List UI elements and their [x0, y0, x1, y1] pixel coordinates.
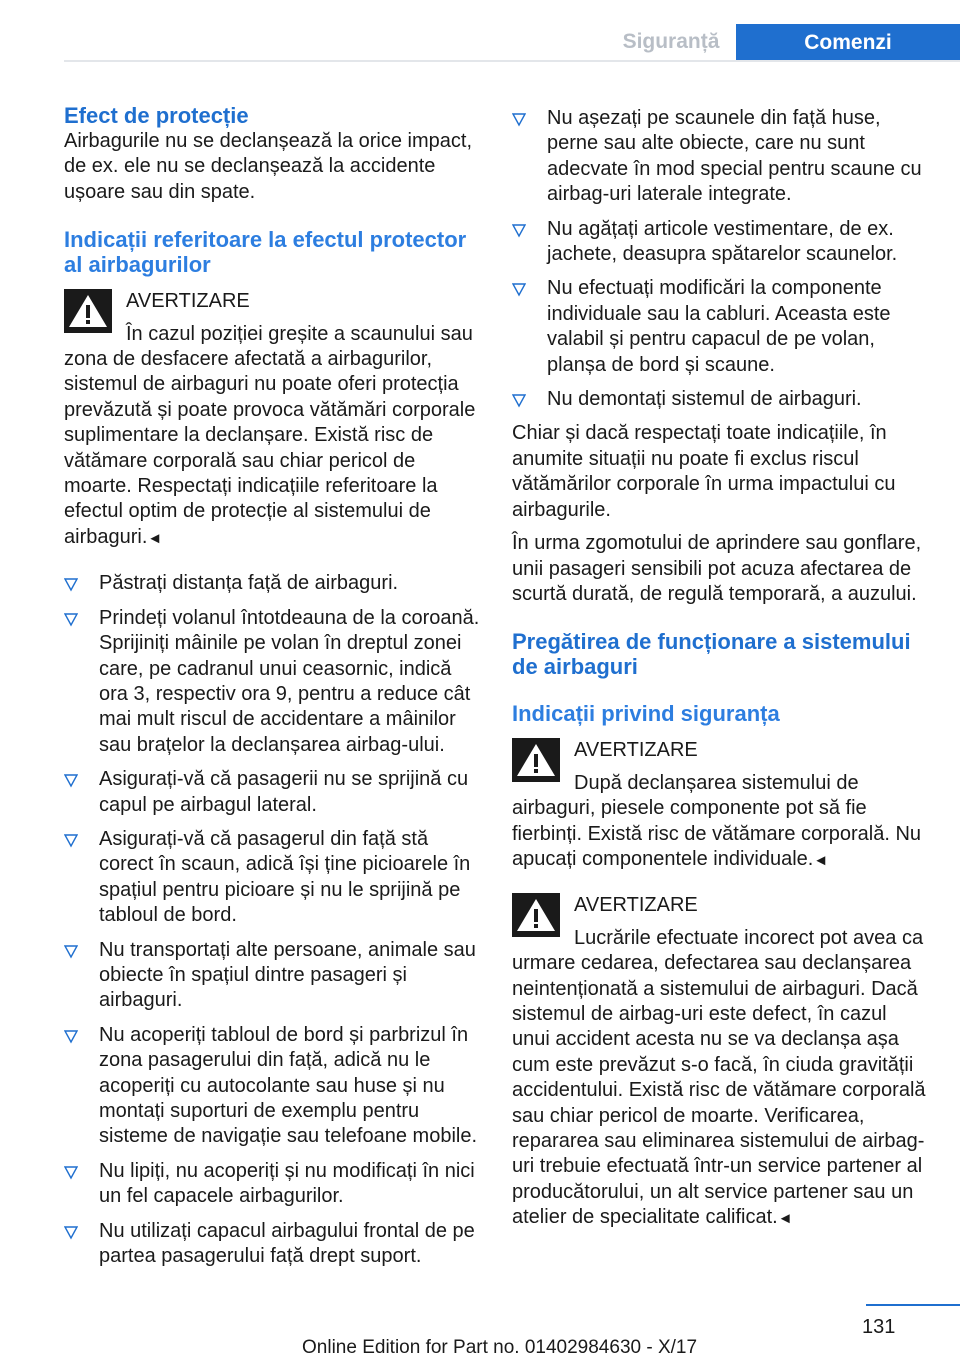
warning-title: AVERTIZARE: [126, 290, 250, 313]
subheading-safety-notes: Indicații privind siguranța: [512, 701, 780, 727]
list-item: Prindeți volanul întotdeauna de la coroană. Sprijiniți mâinile pe volan în dreptul zonei care, pe cadranul unui ceasornic, indică ora 3, respectiv ora 9, pentru a reduce cât mai mult riscul de accidentare a mâinilor sau brațelor la declanșarea airbag-ului.: [64, 606, 480, 758]
warning-triangle-icon: [64, 289, 112, 333]
section-heading-protection-effect: Efect de protecție: [64, 103, 249, 128]
list-item: Păstrați distanța față de airbaguri.: [64, 571, 480, 596]
warning-text: În cazul poziției greșite a scaunului sau zona de desfacere afectată a airbagurilor, sistemul de airbaguri nu poate oferi protecția prevăzută și poate provoca vătămări corporale suplimentare la declanșare. Există risc de vătămare corporală sau chiar pericol de moarte. Respectați indicațiile referitoare la efectul optim de protecție al sistemului de airbaguri.: [64, 322, 476, 548]
triangle-bullet-icon: [512, 389, 526, 409]
paragraph: Airbagurile nu se declanșează la orice impact, de ex. ele nu se declanșează la accidente ușoare sau din spate.: [64, 130, 472, 203]
warning-text: Lucrările efectuate incorect pot avea ca urmare cedarea, defectarea sau declanșarea neintenționată a sistemului de airbaguri. Dacă sistemul de airbag-uri este defect, în cazul unui accident acesta nu se va declanșa așa cum este prevăzut s-o facă, în ciuda gravității accidentului. Există risc de vătămare corporală sau chiar pericol de moarte. Verificarea, repararea sau eliminarea sistemului de airbag-uri trebuie efectuată într-un service partener al producătorului, un alt service partener sau un atelier de specialitate calificat.: [512, 926, 926, 1229]
list-item: Asigurați-vă că pasagerii nu se sprijină cu capul pe airbagul lateral.: [64, 767, 480, 818]
triangle-bullet-icon: [64, 608, 78, 628]
edition-footer: Online Edition for Part no. 01402984630 - X/17: [302, 1337, 698, 1358]
warning-triangle-icon: [512, 738, 560, 782]
warning-triangle-icon: [512, 893, 560, 937]
paragraph: Chiar și dacă respectați toate indicațiile, în anumite situații nu poate fi exclus riscul vătămărilor corporale în urma impactului cu airbagurile.: [512, 422, 896, 521]
end-mark: ◄: [813, 851, 829, 869]
warning-box: [64, 289, 480, 551]
tab-section[interactable]: Siguranță: [622, 30, 720, 53]
footer-rule: [866, 1304, 960, 1306]
warning-title: AVERTIZARE: [574, 894, 698, 917]
list-item: Nu acoperiți tabloul de bord și parbrizul în zona pasagerului din față, adică nu le acoperiți cu autocolante sau huse și nu montați suporturi de exemplu pentru sisteme de navigație sau telefoane mobile.: [64, 1023, 480, 1150]
end-mark: ◄: [147, 529, 163, 547]
end-mark: ◄: [777, 1210, 793, 1228]
triangle-bullet-icon: [512, 278, 526, 298]
tab-chapter[interactable]: Comenzi: [736, 24, 960, 62]
triangle-bullet-icon: [64, 1221, 78, 1241]
warning-title: AVERTIZARE: [574, 739, 698, 762]
bullet-list: [512, 106, 928, 412]
list-item: Nu utilizați capacul airbagului frontal de pe partea pasagerului față drept suport.: [64, 1219, 480, 1270]
triangle-bullet-icon: [512, 219, 526, 239]
list-item: Asigurați-vă că pasagerul din față stă corect în scaun, adică își ține picioarele în spațiul pentru picioare și nu le sprijină pe tabloul de bord.: [64, 827, 480, 929]
warning-box: [512, 738, 928, 873]
list-item: Nu efectuați modificări la componente individuale sau la cabluri. Aceasta este valabil și pentru capacul de pe volan, planșa de bord și scaune.: [512, 276, 928, 378]
page-header: [64, 24, 960, 62]
list-item: Nu agățați articole vestimentare, de ex. jachete, deasupra spătarelor scaunelor.: [512, 217, 928, 268]
warning-text: După declanșarea sistemului de airbaguri, piesele componente pot să fie fierbinți. Există risc de vătămare corporală. Nu apucați componentele individuale.: [512, 771, 922, 870]
subheading-protective-effect: Indicații referitoare la efectul protector al airbagurilor: [64, 227, 467, 278]
header-rule: [64, 60, 960, 62]
triangle-bullet-icon: [64, 829, 78, 849]
triangle-bullet-icon: [64, 573, 78, 593]
bullet-list: [64, 571, 480, 1269]
list-item: Nu lipiți, nu acoperiți și nu modificați în nici un fel capacele airbagurilor.: [64, 1159, 480, 1210]
triangle-bullet-icon: [64, 769, 78, 789]
list-item: Nu așezați pe scaunele din față huse, perne sau alte obiecte, care nu sunt adecvate în mod special pentru scaune cu airbag-uri laterale integrate.: [512, 106, 928, 208]
warning-box: [512, 893, 928, 1231]
triangle-bullet-icon: [64, 940, 78, 960]
list-item: Nu demontați sistemul de airbaguri.: [512, 387, 928, 412]
triangle-bullet-icon: [64, 1025, 78, 1045]
section-heading-airbag-readiness: Pregătirea de funcționare a sistemului de airbaguri: [512, 629, 911, 680]
list-item: Nu transportați alte persoane, animale sau obiecte în spațiul dintre pasageri și airbaguri.: [64, 938, 480, 1014]
paragraph: În urma zgomotului de aprindere sau gonflare, unii pasageri sensibili pot acuza afectarea de scurtă durată, de regulă temporară, a auzului.: [512, 532, 922, 605]
right-column: [512, 100, 928, 1252]
page-number: 131: [862, 1316, 896, 1338]
triangle-bullet-icon: [512, 108, 526, 128]
left-column: [64, 100, 480, 1278]
triangle-bullet-icon: [64, 1161, 78, 1181]
